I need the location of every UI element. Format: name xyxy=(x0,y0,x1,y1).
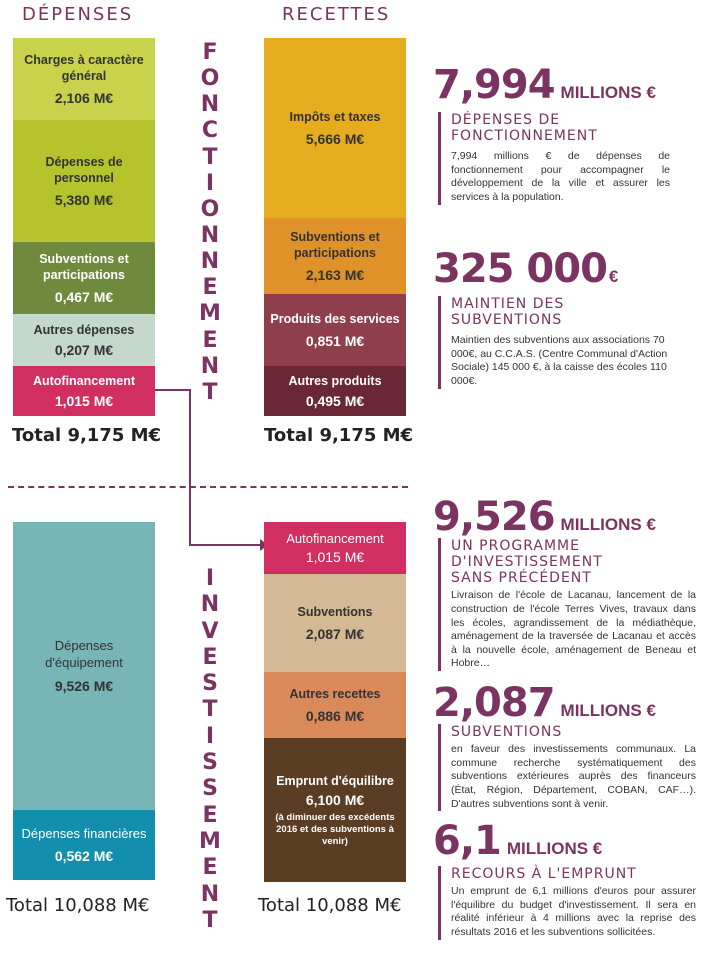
vertical-letter: N xyxy=(200,249,220,275)
block-value: 2,106 M€ xyxy=(54,90,114,107)
block-value: 6,100 M€ xyxy=(305,791,365,808)
highlight-info-2 xyxy=(438,296,670,389)
produits-services-block xyxy=(264,294,406,366)
highlight-text: Un emprunt de 6,1 millions d'euros pour assurer l'équilibre du budget d'investissement. Il sera en réalité inférieur à 4 millions avec la reprise des résultats 2016 et les subventions sollicitées. xyxy=(451,885,696,939)
total-investissement-recettes: Total 10,088 M€ xyxy=(258,895,402,916)
vertical-letter: I xyxy=(205,566,215,591)
block-label: Autres produits xyxy=(288,373,382,388)
figure-number: 7,994 xyxy=(433,62,555,108)
highlight-text: Livraison de l'école de Lacanau, lancement de la construction de l'école Terres Vives, travaux dans les écoles, agrandissement de la médiathèque, aménagement de la traversée de Lacanau et accès à la nouvelle école, aménagement de Beneau et Hobre… xyxy=(451,589,696,670)
vertical-letter: N xyxy=(200,881,220,907)
depenses-equipement-block xyxy=(13,522,155,810)
subventions-participations-rec-block xyxy=(264,218,406,294)
charges-generales-block xyxy=(13,38,155,120)
figure-unit: MILLIONS € xyxy=(506,839,603,858)
vertical-letter: N xyxy=(200,222,220,248)
block-label: Subventions et participations xyxy=(290,229,380,260)
highlight-info-1 xyxy=(438,112,670,205)
block-label: Impôts et taxes xyxy=(289,109,381,124)
block-value: 0,886 M€ xyxy=(305,708,365,725)
block-note: (à diminuer des excédents 2016 et des subventions à venir) xyxy=(275,811,395,847)
vertical-letter: E xyxy=(202,275,218,301)
vertical-letter: O xyxy=(200,196,220,222)
vertical-letter: V xyxy=(201,618,219,644)
highlight-title: MAINTIEN DES SUBVENTIONS xyxy=(451,296,565,329)
vertical-letter: N xyxy=(200,92,220,118)
figure-number: 325 000 xyxy=(433,246,607,292)
depenses-personnel-block xyxy=(13,120,155,242)
highlight-text: en faveur des investissements communaux. La commune recherche systématiquement des subventions extérieures auprès des financeurs (État, Région, Département, COBAN, CAF…). D'autres subventions sont à venir. xyxy=(451,743,696,810)
vertical-letter: T xyxy=(202,144,218,170)
block-value: 0,495 M€ xyxy=(305,393,365,410)
block-label: Charges à caractère général xyxy=(24,52,144,83)
autres-depenses-block xyxy=(13,314,155,366)
autres-recettes-block xyxy=(264,672,406,738)
autofinancement-arrow xyxy=(150,380,270,560)
block-label: Dépenses de personnel xyxy=(45,154,123,185)
vertical-letter: S xyxy=(202,776,218,802)
highlight-figure-4 xyxy=(433,680,656,726)
block-value: 5,380 M€ xyxy=(54,192,114,209)
vertical-letter: N xyxy=(200,592,220,618)
block-value: 0,207 M€ xyxy=(54,342,114,359)
autofinancement-block xyxy=(13,366,155,416)
figure-unit: MILLIONS € xyxy=(560,701,656,720)
highlight-text: Maintien des subventions aux associations 70 000€, au C.C.A.S. (Centre Communal d'Action Sociale) 145 000 €, à la caisse des écoles 110 000€. xyxy=(451,334,668,388)
recettes-header: RECETTES xyxy=(282,4,391,25)
investissement-vertical-label xyxy=(198,568,222,932)
figure-number: 2,087 xyxy=(433,680,555,726)
highlight-figure-2 xyxy=(433,246,618,292)
highlight-figure-5 xyxy=(433,818,602,864)
autofinancement-rec-block xyxy=(264,522,406,574)
block-label: Autres dépenses xyxy=(33,322,135,337)
vertical-letter: M xyxy=(199,828,221,854)
block-label: Emprunt d'équilibre xyxy=(276,773,394,788)
block-value: 9,526 M€ xyxy=(54,677,114,694)
depenses-header: DÉPENSES xyxy=(22,4,134,25)
subventions-inv-block xyxy=(264,574,406,672)
vertical-letter: T xyxy=(202,697,218,723)
block-value: 1,015 M€ xyxy=(305,549,365,566)
highlight-figure-1 xyxy=(433,62,656,108)
block-value: 5,666 M€ xyxy=(305,131,365,148)
emprunt-equilibre-block xyxy=(264,738,406,882)
highlight-title: RECOURS À L'EMPRUNT xyxy=(451,866,637,882)
highlight-info-5 xyxy=(438,866,696,940)
figure-unit: MILLIONS € xyxy=(560,83,656,102)
vertical-letter: I xyxy=(205,723,215,749)
block-label: Dépenses d'équipement xyxy=(45,638,123,670)
figure-unit: € xyxy=(608,267,619,286)
block-value: 0,467 M€ xyxy=(54,289,114,306)
block-label: Autofinancement xyxy=(32,373,136,388)
block-value: 1,015 M€ xyxy=(54,393,114,410)
highlight-figure-3 xyxy=(433,494,656,540)
vertical-letter: T xyxy=(202,907,218,933)
block-label: Autres recettes xyxy=(289,686,381,701)
figure-unit: MILLIONS € xyxy=(560,515,656,534)
depenses-financieres-block xyxy=(13,810,155,880)
highlight-text: 7,994 millions € de dépenses de fonctionnement pour accompagner le développement de la ville et assurer les services à la population. xyxy=(451,150,670,204)
vertical-letter: O xyxy=(200,66,220,92)
highlight-title: DÉPENSES DE FONCTIONNEMENT xyxy=(451,112,598,145)
fonctionnement-vertical-label xyxy=(198,42,222,404)
block-value: 2,163 M€ xyxy=(305,267,365,284)
total-fonctionnement-recettes: Total 9,175 M€ xyxy=(264,425,414,446)
vertical-letter: E xyxy=(202,327,218,353)
block-value: 0,562 M€ xyxy=(54,848,114,865)
vertical-letter: E xyxy=(202,802,218,828)
highlight-info-3 xyxy=(438,538,696,671)
vertical-letter: T xyxy=(202,379,218,405)
figure-number: 9,526 xyxy=(433,494,555,540)
highlight-title: UN PROGRAMME D'INVESTISSEMENT SANS PRÉCÉDENT xyxy=(451,538,603,587)
total-fonctionnement-depenses: Total 9,175 M€ xyxy=(12,425,162,446)
highlight-info-4 xyxy=(438,724,696,811)
block-label: Produits des services xyxy=(270,311,400,326)
vertical-letter: E xyxy=(202,644,218,670)
vertical-letter: M xyxy=(199,301,221,327)
block-label: Autofinancement xyxy=(286,530,384,546)
subventions-participations-block xyxy=(13,242,155,314)
vertical-letter: F xyxy=(202,40,218,65)
block-label: Dépenses financières xyxy=(21,825,147,841)
vertical-letter: C xyxy=(201,118,219,144)
figure-number: 6,1 xyxy=(433,818,501,864)
highlight-title: SUBVENTIONS xyxy=(451,724,563,740)
vertical-letter: I xyxy=(205,170,215,196)
block-label: Subventions xyxy=(297,604,373,619)
block-value: 0,851 M€ xyxy=(305,333,365,350)
block-value: 2,087 M€ xyxy=(305,626,365,643)
vertical-letter: E xyxy=(202,855,218,881)
autres-produits-block xyxy=(264,366,406,416)
total-investissement-depenses: Total 10,088 M€ xyxy=(6,895,150,916)
block-label: Subventions et participations xyxy=(39,251,129,282)
vertical-letter: N xyxy=(200,353,220,379)
vertical-letter: S xyxy=(202,750,218,776)
impots-taxes-block xyxy=(264,38,406,218)
vertical-letter: S xyxy=(202,671,218,697)
